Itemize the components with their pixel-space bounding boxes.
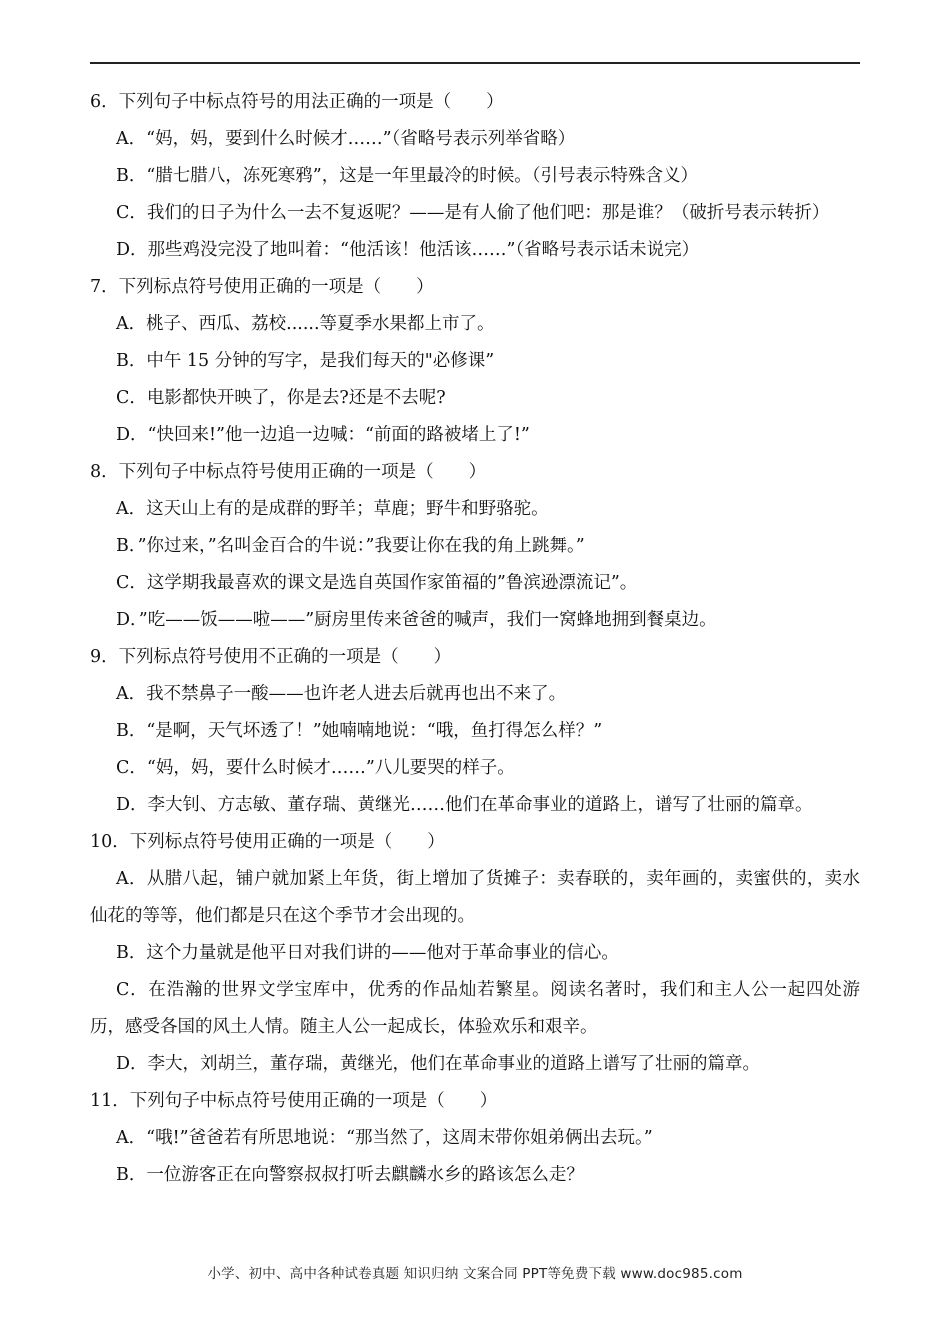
option-b: B．一位游客正在向警察叔叔打听去麒麟水乡的路该怎么走？	[116, 1165, 584, 1185]
option-b: B．“是啊，天气坏透了！”她喃喃地说：“哦，鱼打得怎么样？”	[116, 721, 603, 741]
option-c: C．电影都快开映了，你是去?还是不去呢?	[116, 388, 446, 408]
question-stem: 6．下列句子中标点符号的用法正确的一项是（ ）	[90, 92, 504, 112]
question-stem: 10．下列标点符号使用正确的一项是（ ）	[90, 832, 445, 852]
question-11	[90, 1083, 860, 1194]
footer-text: 小学、初中、高中各种试卷真题 知识归纳 文案合同 PPT等免费下载 www.doc985.com	[207, 1266, 743, 1282]
option-c: C．在浩瀚的世界文学宝库中，优秀的作品灿若繁星。阅读名著时，我们和主人公一起四处游历，感受各国的风土人情。随主人公一起成长，体验欢乐和艰辛。	[90, 980, 860, 1037]
option-c: C．我们的日子为什么一去不复返呢？——是有人偷了他们吧：那是谁？（破折号表示转折）	[116, 203, 830, 223]
option-d: D．”吃——饭——啦——”厨房里传来爸爸的喊声，我们一窝蜂地拥到餐桌边。	[116, 610, 717, 630]
question-8	[90, 454, 860, 639]
option-b: B．”你过来，”名叫金百合的牛说：”我要让你在我的角上跳舞。”	[116, 536, 585, 556]
option-a: A．我不禁鼻子一酸——也许老人进去后就再也出不来了。	[116, 684, 567, 704]
option-c: C．“妈，妈，要什么时候才……”八儿要哭的样子。	[116, 758, 515, 778]
question-list	[90, 84, 860, 1194]
header-rule	[90, 62, 860, 64]
option-d: D．李大钊、方志敏、董存瑞、黄继光……他们在革命事业的道路上，谱写了壮丽的篇章。	[116, 795, 813, 815]
option-a: A．桃子、西瓜、荔校......等夏季水果都上市了。	[116, 314, 495, 334]
option-d: D．“快回来!”他一边追一边喊：“前面的路被堵上了!”	[116, 425, 530, 445]
question-6	[90, 84, 860, 269]
question-10	[90, 824, 860, 1083]
question-stem: 7．下列标点符号使用正确的一项是（ ）	[90, 277, 434, 297]
option-a: A．这天山上有的是成群的野羊；草鹿；野牛和野骆驼。	[116, 499, 549, 519]
question-stem: 11．下列句子中标点符号使用正确的一项是（ ）	[90, 1091, 498, 1111]
question-9	[90, 639, 860, 824]
option-b: B．中午 15 分钟的写字，是我们每天的"必修课”	[116, 351, 495, 371]
question-7	[90, 269, 860, 454]
option-d: D．那些鸡没完没了地叫着：“他活该！他活该……”（省略号表示话未说完）	[116, 240, 700, 260]
question-stem: 8．下列句子中标点符号使用正确的一项是（ ）	[90, 462, 487, 482]
option-a: A．“哦!”爸爸若有所思地说：“那当然了，这周末带你姐弟俩出去玩。”	[116, 1128, 653, 1148]
option-a: A．从腊八起，铺户就加紧上年货，街上增加了货摊子：卖春联的，卖年画的，卖蜜供的，卖水仙花的等等，他们都是只在这个季节才会出现的。	[90, 869, 860, 926]
option-d: D．李大，刘胡兰，董存瑞，黄继光，他们在革命事业的道路上谱写了壮丽的篇章。	[116, 1054, 761, 1074]
option-a: A．“妈，妈，要到什么时候才……”（省略号表示列举省略）	[116, 129, 576, 149]
option-b: B．“腊七腊八，冻死寒鸦”，这是一年里最冷的时候。（引号表示特殊含义）	[116, 166, 699, 186]
option-b: B．这个力量就是他平日对我们讲的——他对于革命事业的信心。	[116, 943, 619, 963]
option-c: C．这学期我最喜欢的课文是选自英国作家笛福的”鲁滨逊漂流记”。	[116, 573, 638, 593]
question-stem: 9．下列标点符号使用不正确的一项是（ ）	[90, 647, 452, 667]
